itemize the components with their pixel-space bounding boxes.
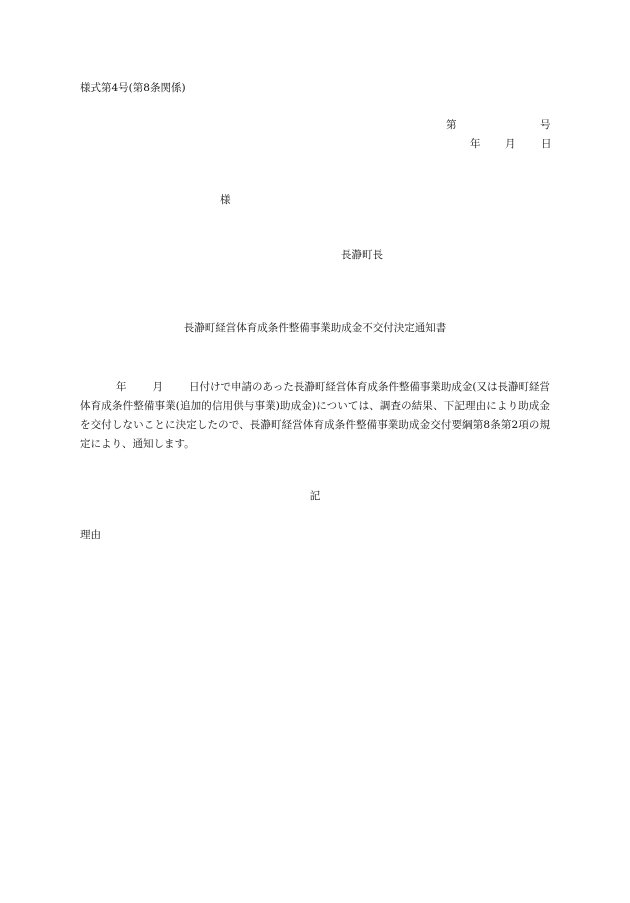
body-text: 日付けで申請のあった長瀞町経営体育成条件整備事業助成金(又は長瀞町経営体育成条件整備事業(追加的信用供与事業)助成金)については、調査の結果、下記理由により助成金を交付しないことに決定したので、長瀞町経営体育成条件整備事業助成金交付要綱第8条第2項の規定により、通知します。 [80, 381, 550, 450]
document-number-suffix: 号 [540, 119, 551, 131]
recipient-suffix: 様 [220, 194, 231, 206]
document-number-prefix: 第 [446, 119, 457, 131]
note-heading: 記 [309, 490, 321, 502]
body-paragraph [80, 378, 550, 454]
body-year: 年 [116, 381, 127, 393]
document-title: 長瀞町経営体育成条件整備事業助成金不交付決定通知書 [183, 322, 447, 334]
date-month-label: 月 [505, 138, 516, 150]
date-day-label: 日 [541, 138, 552, 150]
issuer-name: 長瀞町長 [341, 249, 383, 261]
form-number: 様式第4号(第8条関係) [80, 82, 186, 94]
date-year-label: 年 [470, 138, 481, 150]
body-month: 月 [152, 381, 163, 393]
reason-label: 理由 [80, 529, 101, 541]
